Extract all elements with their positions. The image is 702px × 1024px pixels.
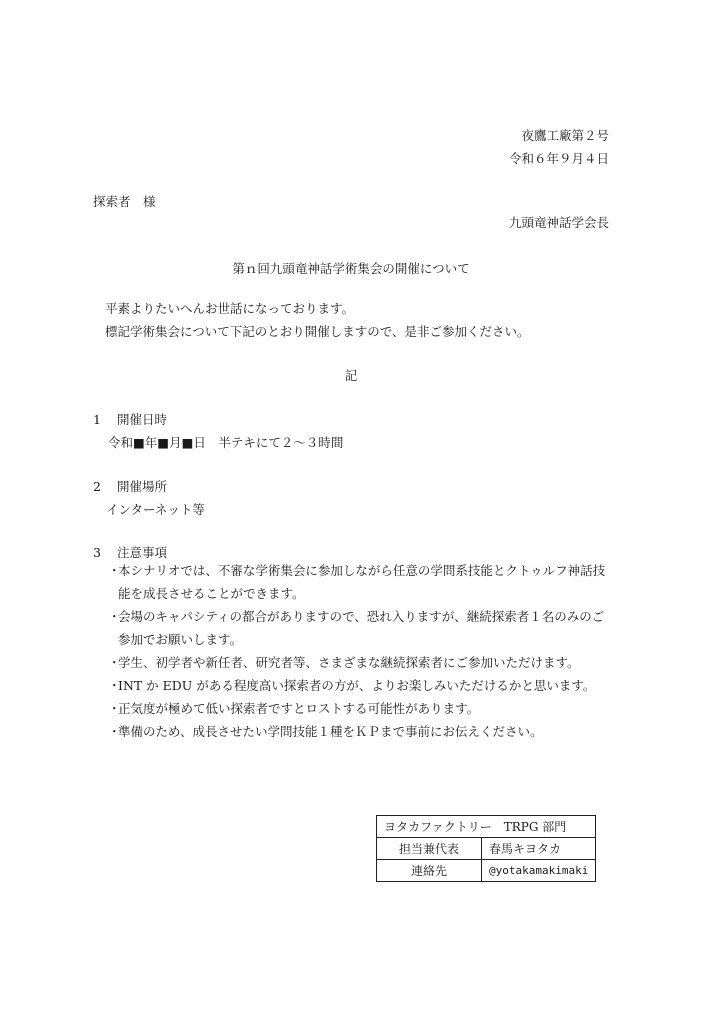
section-1-heading bbox=[93, 410, 167, 428]
bullet-icon: ・ bbox=[108, 701, 121, 716]
contact-label: 連絡先 bbox=[377, 860, 482, 882]
notes-list bbox=[108, 559, 613, 743]
section-title: 注意事項 bbox=[117, 545, 168, 560]
list-item bbox=[108, 720, 613, 743]
section-number: 2 bbox=[93, 479, 101, 494]
bullet-icon: ・ bbox=[108, 678, 121, 693]
list-item bbox=[108, 651, 613, 674]
bullet-icon: ・ bbox=[108, 724, 121, 739]
section-1-content: 令和■年■月■日 半テキにて２～３時間 bbox=[108, 435, 344, 450]
section-2-content: インターネット等 bbox=[106, 502, 205, 517]
bullet-icon: ・ bbox=[108, 563, 121, 578]
list-item bbox=[108, 674, 613, 697]
sender: 九頭竜神話学会長 bbox=[508, 215, 609, 230]
body-line-2: 標記学術集会について下記のとおり開催しますので、是非ご参加ください。 bbox=[105, 324, 530, 339]
list-item bbox=[108, 697, 613, 720]
section-number: 3 bbox=[93, 545, 101, 560]
bullet-icon: ・ bbox=[108, 609, 121, 624]
note-text: 正気度が極めて低い探索者ですとロストする可能性があります。 bbox=[118, 701, 480, 716]
table-row bbox=[377, 838, 596, 860]
section-2-heading bbox=[93, 477, 167, 495]
contact-table bbox=[376, 815, 596, 882]
table-row bbox=[377, 860, 596, 882]
list-item bbox=[108, 605, 613, 651]
recipient: 探索者 様 bbox=[93, 194, 156, 209]
section-title: 開催場所 bbox=[117, 479, 168, 494]
note-text: 学生、初学者や新任者、研究者等、さまざまな継続探索者にご参加いただけます。 bbox=[118, 655, 580, 670]
organization-cell: ヨタカファクトリー TRPG 部門 bbox=[377, 816, 596, 838]
note-text: 本シナリオでは、不審な学術集会に参加しながら任意の学問系技能とクトゥルフ神話技能を成長させることができます。 bbox=[118, 563, 606, 601]
section-number: 1 bbox=[93, 412, 101, 427]
bullet-icon: ・ bbox=[108, 655, 121, 670]
rep-label: 担当兼代表 bbox=[377, 838, 482, 860]
reference-number: 夜鷹工廠第２号 bbox=[521, 128, 609, 143]
note-text: INT か EDU がある程度高い探索者の方が、よりお楽しみいただけるかと思います。 bbox=[118, 678, 596, 693]
list-item bbox=[108, 559, 613, 605]
table-row bbox=[377, 816, 596, 838]
document-date: 令和６年９月４日 bbox=[508, 151, 609, 166]
body-line-1: 平素よりたいへんお世話になっております。 bbox=[105, 301, 355, 316]
note-text: 会場のキャパシティの都合がありますので、恐れ入りますが、継続探索者１名のみのご参加でお願いします。 bbox=[118, 609, 605, 647]
note-text: 準備のため、成長させたい学問技能１種をＫＰまで事前にお伝えください。 bbox=[118, 724, 543, 739]
ki-marker: 記 bbox=[344, 368, 358, 383]
section-title: 開催日時 bbox=[117, 412, 168, 427]
document-title: 第ｎ回九頭竜神話学術集会の開催について bbox=[232, 261, 470, 276]
rep-name: 春馬キヨタカ bbox=[482, 838, 596, 860]
contact-handle: @yotakamakimaki bbox=[482, 860, 596, 882]
